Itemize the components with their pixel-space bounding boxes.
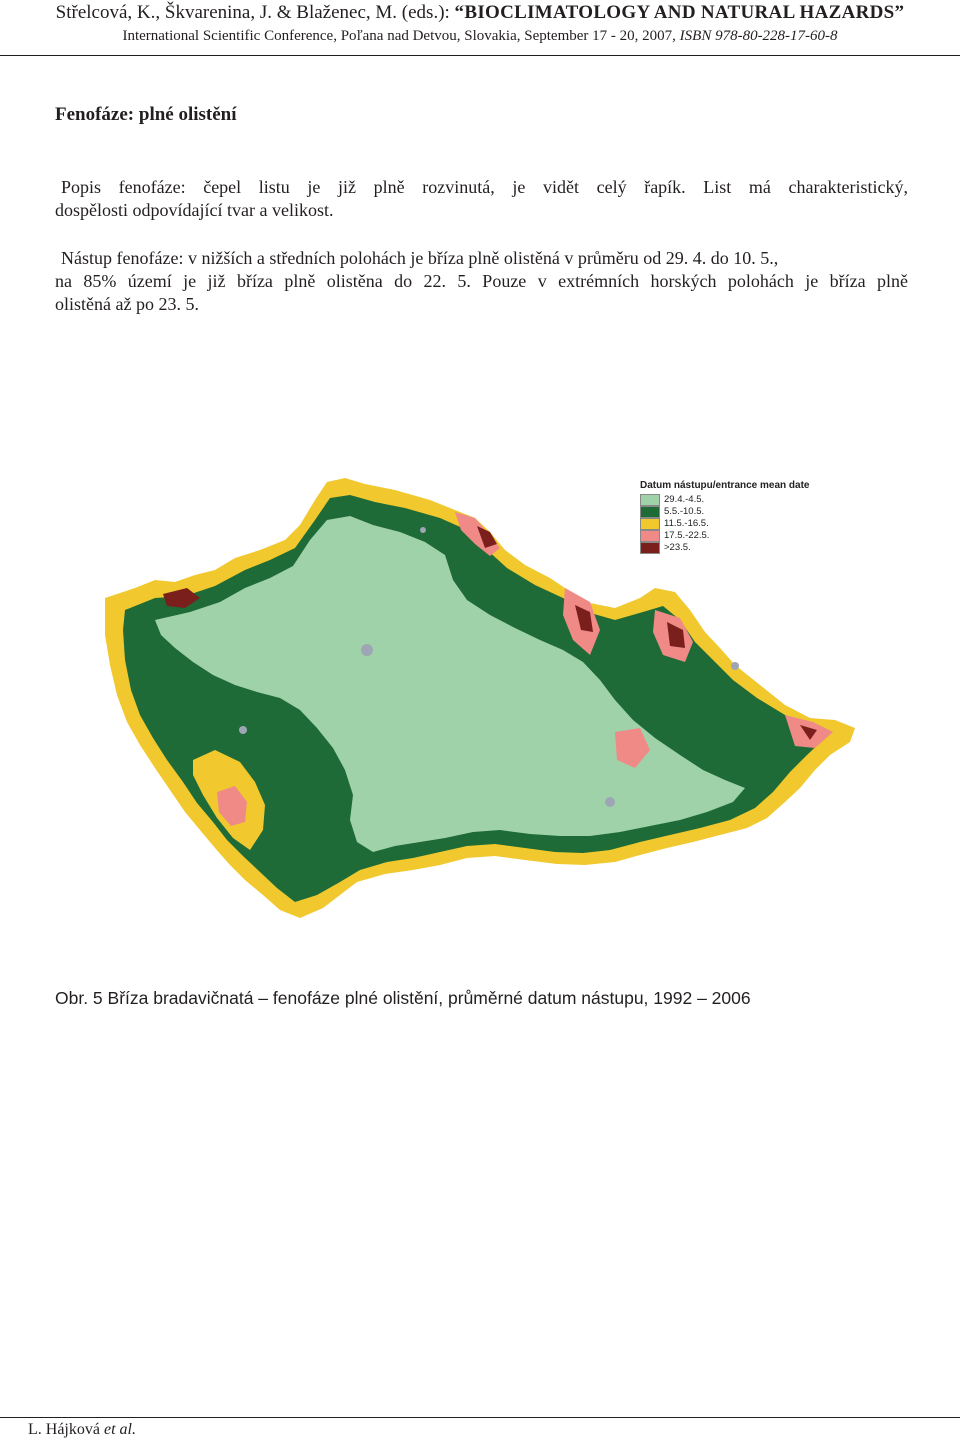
legend-title: Datum nástupu/entrance mean date xyxy=(640,480,810,491)
map-city-plzen xyxy=(239,726,247,734)
paragraph-description xyxy=(55,176,908,222)
legend-item xyxy=(640,542,820,553)
legend-label: 11.5.-16.5. xyxy=(664,518,709,529)
legend-swatch xyxy=(640,530,660,542)
map-city-ostrava xyxy=(731,662,739,670)
running-footer xyxy=(28,1421,136,1439)
legend-item xyxy=(640,494,820,505)
paragraph-line: dospělosti odpovídající tvar a velikost. xyxy=(55,200,334,220)
paragraph-line: Nástup fenofáze: v nižších a středních polohách je bříza plně olistěná v průměru od 29. 4. do 10. 5., xyxy=(61,248,779,268)
paragraph-line: Popis fenofáze: čepel listu je již plně rozvinutá, je vidět celý řapík. List má charakteristický, xyxy=(61,177,908,197)
legend-item xyxy=(640,518,820,529)
header-isbn: ISBN 978-80-228-17-60-8 xyxy=(679,28,838,44)
map-city-liberec xyxy=(420,527,426,533)
map-city-brno xyxy=(605,797,615,807)
header-rule xyxy=(0,55,960,56)
header-authors: Střelcová, K., Škvarenina, J. & Blaženec, M. (eds.): xyxy=(55,2,450,23)
footer-authors: L. Hájková xyxy=(28,1421,100,1438)
legend-swatch xyxy=(640,506,660,518)
legend-label: 29.4.-4.5. xyxy=(664,494,705,505)
legend-label: >23.5. xyxy=(664,542,691,553)
footer-rule xyxy=(0,1417,960,1418)
legend-swatch xyxy=(640,494,660,506)
section-title: Fenofáze: plné olistění xyxy=(55,104,237,125)
legend-item xyxy=(640,506,820,517)
footer-etal: et al. xyxy=(103,1421,136,1438)
header-conference-details: International Scientific Conference, Poľana nad Detvou, Slovakia, September 17 - 20, 2007, xyxy=(122,28,676,44)
header-conference-line xyxy=(0,28,960,45)
legend-label: 17.5.-22.5. xyxy=(664,530,710,541)
legend-swatch xyxy=(640,542,660,554)
map-legend xyxy=(640,480,820,554)
paragraph-line: na 85% území je již bříza plně olistěna do 22. 5. Pouze v extrémních horských polohách je bříza plně xyxy=(55,271,908,291)
header-conference-title: “BIOCLIMATOLOGY AND NATURAL HAZARDS” xyxy=(454,2,905,23)
legend-item xyxy=(640,530,820,541)
paragraph-onset xyxy=(55,247,908,316)
paragraph-line: olistěná až po 23. 5. xyxy=(55,294,199,314)
map-city-prague xyxy=(361,644,373,656)
header-authors-line xyxy=(0,2,960,24)
legend-label: 5.5.-10.5. xyxy=(664,506,705,517)
figure-caption: Obr. 5 Bříza bradavičnatá – fenofáze plné olistění, průměrné datum nástupu, 1992 – 2006 xyxy=(55,988,751,1008)
legend-swatch xyxy=(640,518,660,530)
